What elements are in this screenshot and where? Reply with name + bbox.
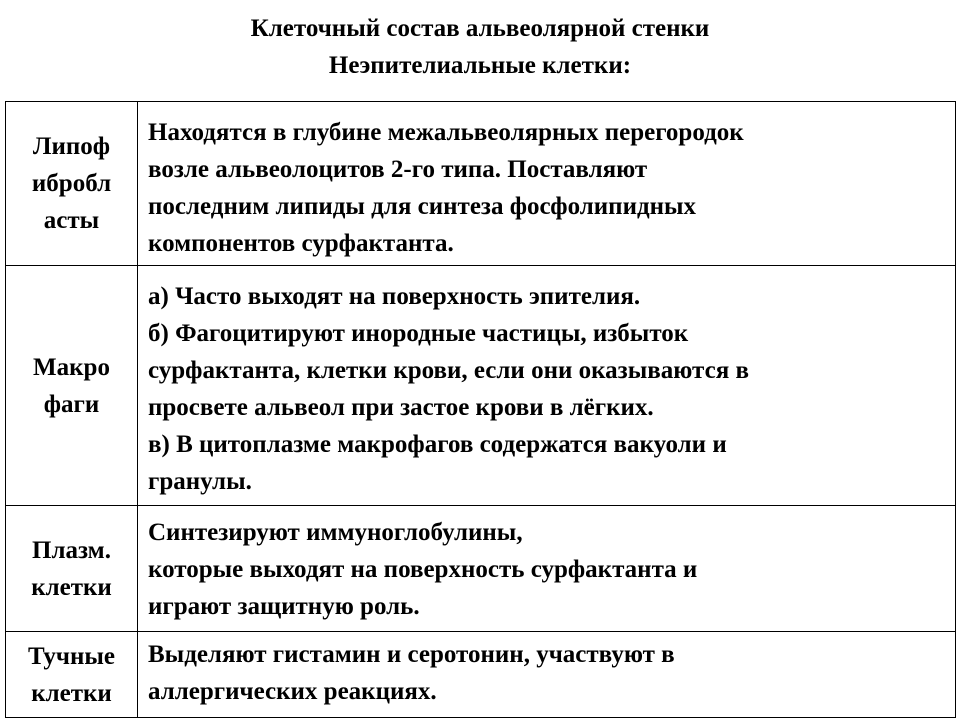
description-line: которые выходят на поверхность сурфактанта и (148, 556, 698, 583)
description-line: играют защитную роль. (148, 593, 420, 620)
slide-title (0, 10, 960, 84)
cell-type-description (138, 266, 956, 506)
table-row (6, 632, 956, 718)
description-line: просвете альвеол при застое крови в лёгких. (148, 394, 654, 421)
cell-type-label-mast-cells: Тучные клетки (27, 642, 116, 707)
cell-type-label-plasma-cells: Плазм. клетки (31, 536, 112, 601)
title-line-1: Клеточный состав альвеолярной стенки (250, 15, 710, 42)
cell-type-label-lipofibroblasts: Липоф ибробл асты (31, 133, 112, 234)
description-line: в) В цитоплазме макрофагов содержатся вакуоли и (148, 431, 727, 458)
table-row (6, 506, 956, 632)
cell-composition-table (5, 101, 956, 718)
description-line: а) Часто выходят на поверхность эпителия. (148, 283, 641, 310)
cell-type-label-macrophages: Макро фаги (33, 353, 110, 418)
table-row (6, 266, 956, 506)
cell-type-description (138, 632, 956, 718)
description-line: компонентов сурфактанта. (148, 230, 454, 257)
table-row (6, 102, 956, 266)
description-line: гранулы. (148, 468, 252, 495)
description-line: Находятся в глубине межальвеолярных перегородок (148, 119, 744, 146)
cell-type-description (138, 102, 956, 266)
description-line: возле альвеолоцитов 2-го типа. Поставляют (148, 156, 648, 183)
description-line: сурфактанта, клетки крови, если они оказываются в (148, 357, 749, 384)
description-line: б) Фагоцитируют инородные частицы, избыток (148, 320, 689, 347)
description-line: Синтезируют иммуноглобулины, (148, 519, 523, 546)
cell-type-name (6, 266, 138, 506)
title-line-2: Неэпителиальные клетки: (328, 52, 632, 79)
description-line: последним липиды для синтеза фосфолипидных (148, 193, 697, 220)
description-line: Выделяют гистамин и серотонин, участвуют в (148, 641, 675, 668)
cell-type-name (6, 102, 138, 266)
cell-type-description (138, 506, 956, 632)
cell-type-name (6, 632, 138, 718)
description-line: аллергических реакциях. (148, 678, 437, 705)
cell-type-name (6, 506, 138, 632)
